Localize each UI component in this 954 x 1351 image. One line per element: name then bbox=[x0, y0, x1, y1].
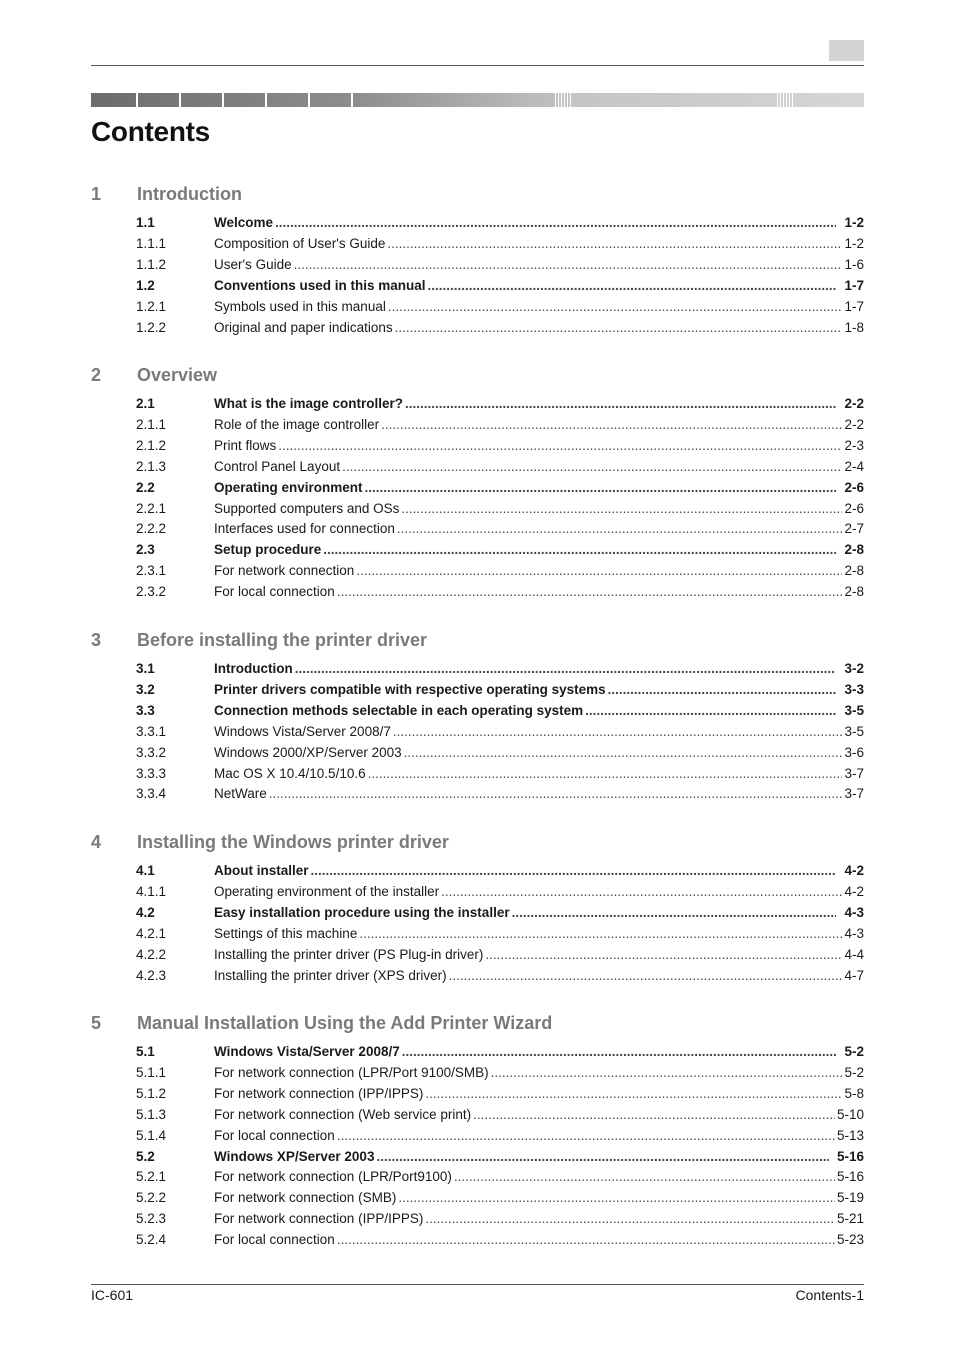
toc-entry[interactable] bbox=[136, 438, 864, 458]
toc-entry[interactable] bbox=[136, 905, 864, 925]
dot-leader bbox=[512, 905, 837, 920]
toc-entry-page: 1-8 bbox=[844, 319, 864, 335]
chapter-title: Manual Installation Using the Add Printer Wizard bbox=[137, 1013, 553, 1033]
toc-entry-number: 5.1 bbox=[136, 1044, 155, 1059]
dot-leader bbox=[388, 299, 843, 314]
dot-leader bbox=[295, 661, 837, 676]
dot-leader bbox=[387, 236, 842, 251]
toc-entry-page: 2-3 bbox=[844, 437, 864, 453]
toc-entry[interactable] bbox=[136, 926, 864, 946]
dot-leader bbox=[337, 1128, 835, 1143]
dot-leader bbox=[323, 542, 836, 557]
dot-leader bbox=[368, 766, 843, 781]
toc-entry[interactable] bbox=[136, 766, 864, 786]
toc-entry-title: Windows Vista/Server 2008/7 bbox=[214, 1044, 400, 1059]
dot-leader bbox=[311, 863, 837, 878]
toc-entry-title: For network connection (IPP/IPPS) bbox=[214, 1085, 424, 1101]
toc-entry-title: Introduction bbox=[214, 661, 293, 676]
toc-entry-title: For network connection (IPP/IPPS) bbox=[214, 1211, 424, 1227]
toc-entry-page: 1-6 bbox=[844, 256, 864, 272]
toc-entry[interactable] bbox=[136, 396, 864, 416]
dot-leader bbox=[425, 1086, 842, 1101]
decorative-header-bar bbox=[91, 93, 864, 107]
toc-entry-number: 5.1.2 bbox=[136, 1085, 167, 1101]
dot-leader bbox=[398, 1190, 835, 1205]
toc-entry[interactable] bbox=[136, 459, 864, 479]
dot-leader bbox=[393, 724, 843, 739]
dot-leader bbox=[401, 501, 842, 516]
toc-entry-page: 2-6 bbox=[844, 479, 864, 495]
toc-entry-page: 1-7 bbox=[844, 277, 864, 293]
dot-leader bbox=[402, 1044, 837, 1059]
toc-entry-title: Symbols used in this manual bbox=[214, 298, 386, 314]
toc-entry-page: 2-6 bbox=[844, 500, 864, 516]
toc-entry-title: Setup procedure bbox=[214, 542, 322, 558]
toc-entry-page: 1-2 bbox=[844, 215, 864, 230]
toc-entry-page: 5-23 bbox=[836, 1232, 864, 1248]
toc-entry[interactable] bbox=[136, 682, 864, 702]
chapter-title: Installing the Windows printer driver bbox=[137, 832, 449, 852]
toc-entry-number: 4.1 bbox=[136, 863, 155, 878]
toc-entry[interactable] bbox=[136, 661, 864, 681]
toc-entry[interactable] bbox=[136, 521, 864, 541]
toc-entry-page: 3-2 bbox=[844, 661, 864, 676]
chapter-title: Before installing the printer driver bbox=[137, 630, 428, 650]
toc-entry[interactable] bbox=[136, 1211, 864, 1231]
toc-entry-number: 5.1.1 bbox=[136, 1064, 167, 1080]
toc-entry-title: Welcome bbox=[214, 215, 274, 230]
toc-entry-number: 3.2 bbox=[136, 681, 155, 697]
dot-leader bbox=[585, 703, 836, 718]
toc-entry[interactable] bbox=[136, 299, 864, 319]
dot-leader bbox=[269, 786, 843, 801]
dot-leader bbox=[449, 968, 843, 983]
toc-entry[interactable] bbox=[136, 863, 864, 883]
toc-entry-number: 1.2.2 bbox=[136, 319, 167, 335]
toc-entry-title: Connection methods selectable in each operating system bbox=[214, 702, 584, 718]
toc-entry[interactable] bbox=[136, 1169, 864, 1189]
toc-entry-number: 2.3.2 bbox=[136, 584, 167, 600]
dot-leader bbox=[454, 1169, 835, 1184]
chapter-number: 5 bbox=[91, 1013, 102, 1033]
toc-entry-page: 4-7 bbox=[844, 967, 864, 983]
dot-leader bbox=[485, 947, 842, 962]
toc-entry-title: Conventions used in this manual bbox=[214, 277, 426, 293]
toc-entry-page: 5-13 bbox=[836, 1127, 864, 1143]
toc-entry-page: 3-5 bbox=[844, 723, 864, 739]
toc-entry[interactable] bbox=[136, 786, 864, 806]
toc-entry-title: Windows 2000/XP/Server 2003 bbox=[214, 744, 402, 760]
toc-entry-number: 3.3.3 bbox=[136, 765, 167, 781]
toc-entry-number: 4.2.1 bbox=[136, 925, 167, 941]
dot-leader bbox=[491, 1065, 843, 1080]
toc-entry[interactable] bbox=[136, 724, 864, 744]
chapter-number: 1 bbox=[91, 184, 102, 204]
toc-entry-page: 4-3 bbox=[844, 925, 864, 941]
toc-entry-title: Windows XP/Server 2003 bbox=[214, 1148, 375, 1164]
toc-entry-number: 2.1 bbox=[136, 396, 155, 411]
toc-entry[interactable] bbox=[136, 1149, 864, 1169]
toc-entry[interactable] bbox=[136, 968, 864, 988]
toc-entry[interactable] bbox=[136, 1044, 864, 1064]
chapter-title: Introduction bbox=[137, 184, 242, 204]
toc-entry-number: 5.1.3 bbox=[136, 1106, 167, 1122]
toc-entry-page: 3-3 bbox=[844, 681, 864, 697]
toc-entry-number: 2.2 bbox=[136, 479, 155, 495]
toc-entry-page: 5-2 bbox=[844, 1064, 864, 1080]
toc-entry[interactable] bbox=[136, 501, 864, 521]
dot-leader bbox=[342, 459, 842, 474]
dot-leader bbox=[365, 480, 837, 495]
toc-entry-page: 5-16 bbox=[836, 1169, 864, 1185]
toc-entry-page: 5-21 bbox=[836, 1211, 864, 1227]
toc-entry[interactable] bbox=[136, 236, 864, 256]
toc-entry-page: 5-8 bbox=[844, 1085, 864, 1101]
dot-leader bbox=[278, 438, 842, 453]
toc-entry-number: 4.1.1 bbox=[136, 883, 167, 899]
toc-entry-title: Interfaces used for connection bbox=[214, 521, 395, 537]
toc-entry-title: Operating environment of the installer bbox=[214, 883, 440, 899]
toc-entry[interactable] bbox=[136, 703, 864, 723]
dot-leader bbox=[275, 215, 836, 230]
toc-entry-page: 2-4 bbox=[844, 458, 864, 474]
toc-entry-title: NetWare bbox=[214, 786, 267, 802]
toc-entry-title: What is the image controller? bbox=[214, 396, 404, 411]
toc-entry-page: 2-8 bbox=[844, 563, 864, 579]
toc-entry-title: User's Guide bbox=[214, 256, 292, 272]
toc-entry[interactable] bbox=[136, 584, 864, 604]
toc-entry-page: 1-7 bbox=[844, 298, 864, 314]
toc-entry-title: For local connection bbox=[214, 584, 335, 600]
toc-entry-page: 3-7 bbox=[844, 786, 864, 802]
toc-entry-number: 1.2 bbox=[136, 277, 155, 293]
toc-entry-number: 4.2.2 bbox=[136, 946, 167, 962]
toc-entry-title: Printer drivers compatible with respective operating systems bbox=[214, 681, 606, 697]
toc-entry[interactable] bbox=[136, 1107, 864, 1127]
toc-entry-number: 1.1 bbox=[136, 215, 155, 230]
toc-entry-number: 5.2.2 bbox=[136, 1190, 167, 1206]
dot-leader bbox=[425, 1211, 835, 1226]
toc-entry-page: 4-2 bbox=[844, 863, 864, 878]
page-title: Contents bbox=[91, 116, 210, 147]
toc-entry-title: For network connection bbox=[214, 563, 355, 579]
toc-entry-page: 5-16 bbox=[836, 1148, 864, 1164]
toc-entry-title: For network connection (LPR/Port 9100/SMB) bbox=[214, 1064, 489, 1080]
dot-leader bbox=[376, 1149, 829, 1164]
toc-entry[interactable] bbox=[136, 320, 864, 340]
dot-leader bbox=[473, 1107, 835, 1122]
toc-entry-number: 5.1.4 bbox=[136, 1127, 167, 1143]
toc-entry-number: 2.3.1 bbox=[136, 563, 167, 579]
toc-entry-number: 5.2 bbox=[136, 1148, 155, 1164]
toc-entry[interactable] bbox=[136, 480, 864, 500]
dot-leader bbox=[608, 682, 837, 697]
dot-leader bbox=[294, 257, 843, 272]
toc-entry-number: 3.3.4 bbox=[136, 786, 167, 802]
dot-leader bbox=[397, 521, 843, 536]
toc-entry-page: 3-7 bbox=[844, 765, 864, 781]
toc-entry-title: Control Panel Layout bbox=[214, 458, 341, 474]
toc-entry[interactable] bbox=[136, 215, 864, 235]
toc-entry-title: Installing the printer driver (XPS driver) bbox=[214, 967, 447, 983]
toc-entry-page: 1-2 bbox=[844, 235, 864, 251]
toc-entry[interactable] bbox=[136, 1086, 864, 1106]
dot-leader bbox=[428, 278, 837, 293]
toc-entry-title: Mac OS X 10.4/10.5/10.6 bbox=[214, 765, 366, 781]
toc-entry-number: 2.1.2 bbox=[136, 437, 167, 453]
toc-entry-page: 2-2 bbox=[844, 396, 864, 411]
toc-entry[interactable] bbox=[136, 884, 864, 904]
toc-entry-title: For network connection (LPR/Port9100) bbox=[214, 1169, 452, 1185]
toc-entry[interactable] bbox=[136, 1232, 864, 1252]
dot-leader bbox=[441, 884, 842, 899]
dot-leader bbox=[356, 563, 842, 578]
chapter-title: Overview bbox=[137, 365, 218, 385]
toc-entry[interactable] bbox=[136, 947, 864, 967]
toc-entry-number: 3.1 bbox=[136, 661, 155, 676]
toc-entry[interactable] bbox=[136, 278, 864, 298]
dot-leader bbox=[337, 1232, 835, 1247]
toc-entry-title: For local connection bbox=[214, 1127, 335, 1143]
toc-entry-number: 1.2.1 bbox=[136, 298, 167, 314]
toc-entry-title: Role of the image controller bbox=[214, 416, 380, 432]
toc-entry-number: 1.1.2 bbox=[136, 256, 167, 272]
toc-entry-title: Composition of User's Guide bbox=[214, 235, 386, 251]
toc-entry-page: 2-2 bbox=[844, 416, 864, 432]
toc-entry-page: 4-4 bbox=[844, 946, 864, 962]
toc-entry-number: 2.2.1 bbox=[136, 500, 167, 516]
toc-entry[interactable] bbox=[136, 542, 864, 562]
header-rule bbox=[91, 65, 864, 66]
toc-entry-number: 2.2.2 bbox=[136, 521, 167, 537]
toc-entry[interactable] bbox=[136, 417, 864, 437]
footer-rule bbox=[91, 1284, 864, 1285]
dot-leader bbox=[405, 396, 836, 411]
toc-entry-title: About installer bbox=[214, 863, 309, 878]
toc-entry-number: 5.2.3 bbox=[136, 1211, 167, 1227]
toc-entry-page: 4-3 bbox=[844, 904, 864, 920]
toc-entry-title: Print flows bbox=[214, 437, 277, 453]
toc-entry[interactable] bbox=[136, 745, 864, 765]
toc-entry-title: Windows Vista/Server 2008/7 bbox=[214, 723, 391, 739]
toc-entry-title: Settings of this machine bbox=[214, 925, 358, 941]
toc-entry[interactable] bbox=[136, 1190, 864, 1210]
toc-entry-page: 4-2 bbox=[844, 883, 864, 899]
toc-entry-page: 3-5 bbox=[844, 702, 864, 718]
toc-entry-title: For network connection (Web service print) bbox=[214, 1106, 472, 1122]
footer-page-number: Contents-1 bbox=[795, 1287, 864, 1303]
toc-entry-number: 2.1.1 bbox=[136, 416, 167, 432]
toc-entry-page: 2-7 bbox=[844, 521, 864, 537]
toc-entry-number: 2.1.3 bbox=[136, 458, 167, 474]
footer-product-name: IC-601 bbox=[91, 1287, 134, 1303]
header-corner-block bbox=[829, 40, 864, 61]
toc-entry[interactable] bbox=[136, 1065, 864, 1085]
toc-entry-page: 5-19 bbox=[836, 1190, 864, 1206]
toc-entry-number: 3.3.2 bbox=[136, 744, 167, 760]
toc-entry-number: 4.2 bbox=[136, 904, 155, 920]
toc-entry[interactable] bbox=[136, 1128, 864, 1148]
toc-entry-page: 5-10 bbox=[836, 1106, 864, 1122]
toc-entry-title: For local connection bbox=[214, 1232, 335, 1248]
toc-entry-number: 5.2.1 bbox=[136, 1169, 167, 1185]
dot-leader bbox=[337, 584, 843, 599]
chapter-number: 4 bbox=[91, 832, 102, 852]
toc-entry-page: 2-8 bbox=[844, 584, 864, 600]
dot-leader bbox=[359, 926, 842, 941]
toc-entry-title: Supported computers and OSs bbox=[214, 500, 400, 516]
dot-leader bbox=[395, 320, 843, 335]
toc-entry-number: 1.1.1 bbox=[136, 235, 167, 251]
toc-entry-number: 4.2.3 bbox=[136, 967, 167, 983]
chapter-number: 2 bbox=[91, 365, 102, 385]
toc-entry-number: 3.3 bbox=[136, 702, 155, 718]
dot-leader bbox=[381, 417, 842, 432]
toc-entry-number: 2.3 bbox=[136, 542, 155, 558]
toc-entry-number: 3.3.1 bbox=[136, 723, 167, 739]
toc-entry-title: For network connection (SMB) bbox=[214, 1190, 397, 1206]
chapter-number: 3 bbox=[91, 630, 102, 650]
toc-entry-page: 2-8 bbox=[844, 542, 864, 558]
toc-entry-title: Operating environment bbox=[214, 479, 363, 495]
toc-entry-title: Original and paper indications bbox=[214, 319, 393, 335]
toc-entry-number: 5.2.4 bbox=[136, 1232, 167, 1248]
toc-entry-title: Installing the printer driver (PS Plug-in driver) bbox=[214, 946, 484, 962]
toc-entry[interactable] bbox=[136, 563, 864, 583]
toc-entry-page: 3-6 bbox=[844, 744, 864, 760]
dot-leader bbox=[404, 745, 843, 760]
toc-entry-page: 5-2 bbox=[844, 1044, 864, 1059]
toc-entry-title: Easy installation procedure using the installer bbox=[214, 904, 510, 920]
toc-entry[interactable] bbox=[136, 257, 864, 277]
